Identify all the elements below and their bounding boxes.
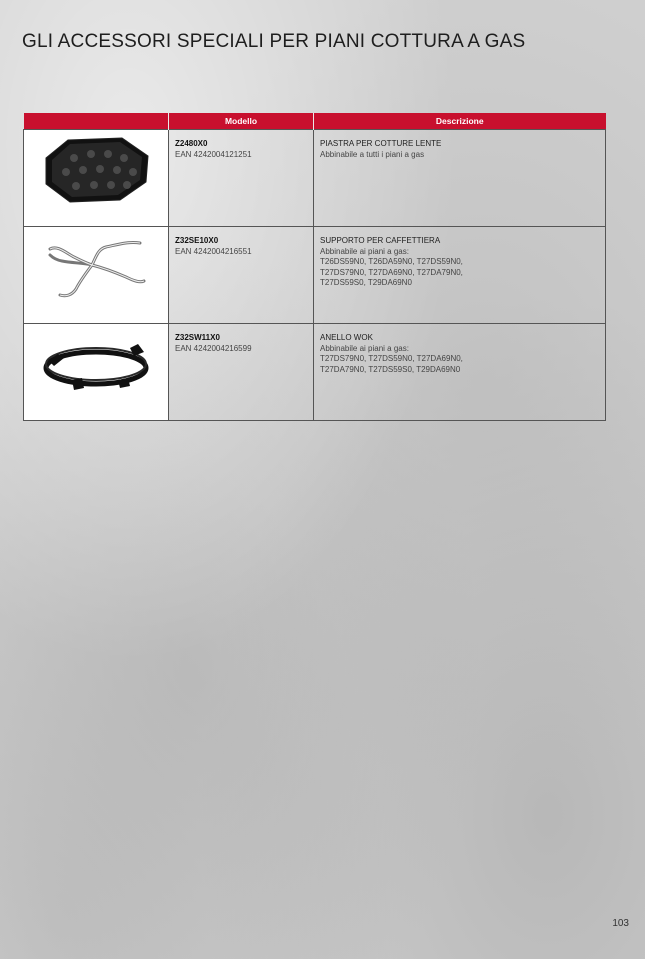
description-line: T27DA79N0, T27DS59S0, T29DA69N0 [320,364,461,374]
table-header-row [24,113,606,130]
page-number: 103 [612,918,629,929]
description-title: ANELLO WOK [320,333,373,342]
description-line: Abbinabile ai piani a gas: [320,246,409,256]
octagonal-lentil-plate-icon [36,130,156,210]
accessories-table [23,113,606,421]
description-cell [314,324,606,421]
table-row [24,324,606,421]
description-line: T27DS79N0, T27DS59N0, T27DA69N0, [320,354,463,363]
ean-code: EAN 4242004216599 [175,343,252,353]
page-title: GLI ACCESSORI SPECIALI PER PIANI COTTURA A GAS [22,31,526,52]
description-line: T27DS59S0, T29DA69N0 [320,278,412,287]
model-code: Z32SW11X0 [175,333,220,342]
product-image-cell [24,130,169,227]
wok-ring-icon [34,324,158,404]
description-line: Abbinabile a tutti i piani a gas [320,149,425,159]
model-code: Z2480X0 [175,139,208,148]
table-row [24,130,606,227]
table-row [24,227,606,324]
model-cell [169,227,314,324]
model-code: Z32SE10X0 [175,236,219,245]
ean-code: EAN 4242004121251 [175,149,252,159]
description-line: T26DS59N0, T26DA59N0, T27DS59N0, [320,257,463,266]
description-line: T27DS79N0, T27DA69N0, T27DA79N0, [320,267,463,277]
header-modello: Modello [169,113,314,130]
description-cell [314,227,606,324]
model-cell [169,324,314,421]
header-descrizione: Descrizione [314,113,606,130]
model-cell [169,130,314,227]
description-cell [314,130,606,227]
description-line: Abbinabile ai piani a gas: [320,343,409,353]
product-image-cell [24,324,169,421]
product-image-cell [24,227,169,324]
description-title: SUPPORTO PER CAFFETTIERA [320,236,441,245]
coffee-pot-support-icon [36,227,156,307]
header-image [24,113,169,130]
description-title: PIASTRA PER COTTURE LENTE [320,139,442,148]
ean-code: EAN 4242004216551 [175,246,252,256]
